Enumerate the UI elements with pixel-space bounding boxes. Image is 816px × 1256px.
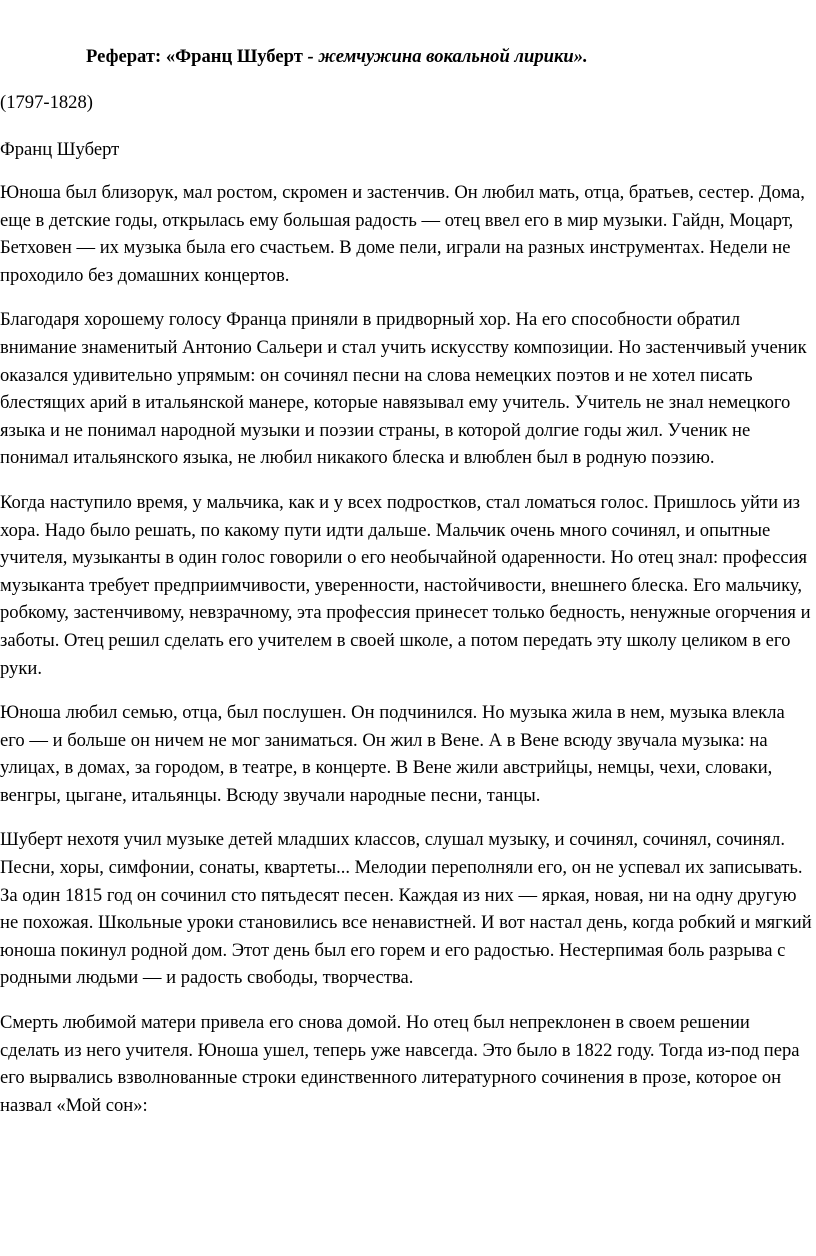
title-subtitle: - жемчужина вокальной лирики». (302, 46, 588, 67)
paragraph: Когда наступило время, у мальчика, как и у всех подростков, стал ломаться голос. Пришлось уйти из хора. Надо было решать, по какому пути идти дальше. Мальчик очень много сочинял, и опытные учителя, музыканты в один голос говорили о его необычайной одаренности. Но отец знал: профессия музыканта требует предприимчивости, уверенности, настойчивости, внешнего блеска. Его мальчику, робкому, застенчивому, невзрачному, эта профессия принесет только бедность, ненужные огорчения и заботы. Отец решил сделать его учителем в своей школе, а потом передать эту школу целиком в его руки. (0, 491, 811, 679)
life-years: (1797-1828) (0, 92, 93, 113)
paragraph: Смерть любимой матери привела его снова домой. Но отец был непреклонен в своем решении сделать из него учителя. Юноша ушел, теперь уже навсегда. Это было в 1822 году. Тогда из-под пера его вырвались взволнованные строки единственного литературного сочинения в прозе, которое он назвал «Мой сон»: (0, 1012, 800, 1116)
paragraph: Шуберт нехотя учил музыке детей младших классов, слушал музыку, и сочинял, сочинял, сочинял. Песни, хоры, симфонии, сонаты, квартеты... Мелодии переполняли его, он не успевал их записывать. За один 1815 год он сочинил сто пятьдесят песен. Каждая из них — яркая, новая, ни на одну другую не похожая. Школьные уроки становились все ненавистней. И вот настал день, когда робкий и мягкий юноша покинул родной дом. Этот день был его горем и его радостью. Нестерпимая боль разрыва с родными людьми — и радость свободы, творчества. (0, 829, 812, 989)
composer-name: Франц Шуберт (0, 139, 120, 160)
paragraph: Юноша любил семью, отца, был послушен. Он подчинился. Но музыка жила в нем, музыка влекла его — и больше он ничем не мог заниматься. Он жил в Вене. А в Вене всюду звучала музыка: на улицах, в домах, за городом, в театре, в концерте. В Вене жили австрийцы, немцы, чехи, словаки, венгры, цыгане, итальянцы. Всюду звучали народные песни, танцы. (0, 702, 785, 806)
document-title (86, 46, 588, 68)
document-body (0, 179, 812, 1136)
title-main: Реферат: «Франц Шуберт (86, 46, 303, 67)
paragraph: Юноша был близорук, мал ростом, скромен и застенчив. Он любил мать, отца, братьев, сестер. Дома, еще в детские годы, открылась ему большая радость — отец ввел его в мир музыки. Гайдн, Моцарт, Бетховен — их музыка была его счастьем. В доме пели, играли на разных инструментах. Недели не проходило без домашних концертов. (0, 182, 805, 286)
paragraph: Благодаря хорошему голосу Франца приняли в придворный хор. На его способности обратил внимание знаменитый Антонио Сальери и стал учить искусству композиции. Но застенчивый ученик оказался удивительно упрямым: он сочинял песни на слова немецких поэтов и не хотел писать блестящих арий в итальянской манере, которые навязывал ему учитель. Учитель не знал немецкого языка и не понимал народной музыки и поэзии страны, в которой долгие годы жил. Ученик не понимал итальянского языка, не любил никакого блеска и влюблен был в родную поэзию. (0, 309, 807, 469)
